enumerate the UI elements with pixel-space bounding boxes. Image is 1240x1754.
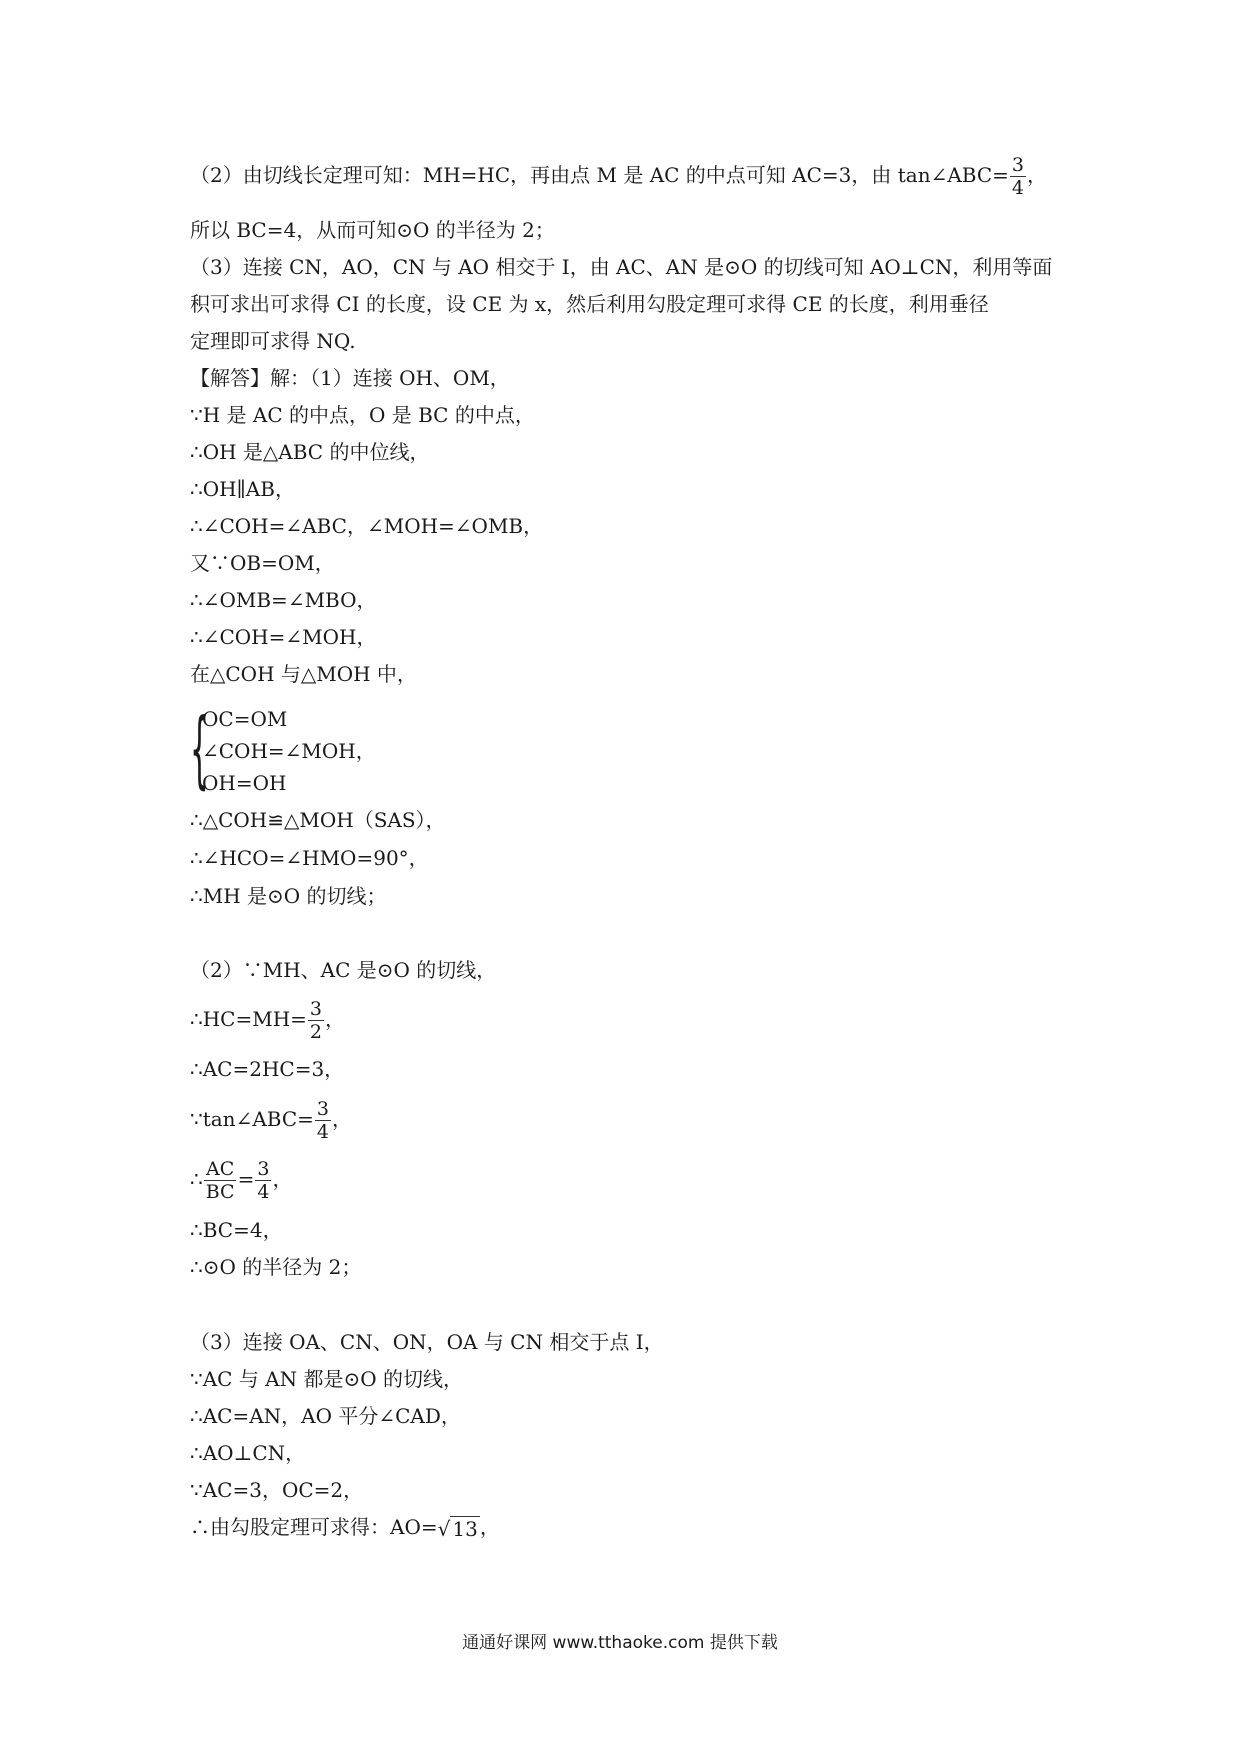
- solution-line-part3: （3）连接 OA、CN、ON，OA 与 CN 相交于点 I，: [190, 1330, 664, 1354]
- text: ，: [1027, 163, 1048, 187]
- solution-line: ∴AC=AN，AO 平分∠CAD，: [190, 1404, 461, 1428]
- fraction: [1010, 154, 1026, 199]
- text: =: [237, 1167, 255, 1191]
- solution-line: 在△COH 与△MOH 中，: [190, 662, 417, 686]
- solution-line: ∴∠OMB=∠MBO，: [190, 588, 377, 612]
- numerator: 3: [1011, 154, 1025, 176]
- solution-line: [190, 998, 345, 1043]
- analysis-line: 所以 BC=4，从而可知⊙O 的半径为 2；: [190, 218, 555, 242]
- solution-line-part2: （2）∵MH、AC 是⊙O 的切线，: [190, 958, 497, 982]
- numerator: AC: [206, 1158, 235, 1180]
- system-line: OH=OH: [202, 771, 287, 795]
- solution-line: ∴OH 是△ABC 的中位线，: [190, 440, 430, 464]
- text: （2）由切线长定理可知：MH=HC，再由点 M 是 AC 的中点可知 AC=3，由 tan∠ABC=: [190, 163, 1009, 187]
- solution-line: [190, 1515, 500, 1541]
- radicand: 13: [452, 1516, 478, 1541]
- text: ，: [332, 1107, 352, 1131]
- solution-line: [190, 1098, 352, 1143]
- footer-watermark: 通通好课网 www.tthaoke.com 提供下载: [462, 1633, 778, 1653]
- fraction: [255, 1158, 271, 1203]
- solution-line: ∴∠COH=∠ABC，∠MOH=∠OMB，: [190, 514, 544, 538]
- solution-line: ∴MH 是⊙O 的切线；: [190, 884, 387, 908]
- text: ∴: [190, 1167, 203, 1191]
- solution-line: ∴BC=4，: [190, 1218, 283, 1242]
- solution-line: ∴AO⊥CN，: [190, 1441, 306, 1465]
- solution-line: ∵H 是 AC 的中点，O 是 BC 的中点，: [190, 403, 535, 427]
- analysis-line-part3: （3）连接 CN，AO，CN 与 AO 相交于 I，由 AC、AN 是⊙O 的切线可知 AO⊥CN，利用等面: [190, 255, 1053, 279]
- solution-line: ∴△COH≌△MOH（SAS），: [190, 808, 446, 832]
- analysis-line: 定理即可求得 NQ.: [190, 329, 356, 353]
- solution-line: ∴AC=2HC=3，: [190, 1057, 345, 1081]
- text: ，: [325, 1007, 345, 1031]
- solution-line: ∴⊙O 的半径为 2；: [190, 1255, 362, 1279]
- solution-line: ∴∠COH=∠MOH，: [190, 625, 377, 649]
- solution-line: ∴OH∥AB，: [190, 477, 295, 501]
- denominator: 4: [257, 1181, 270, 1203]
- text: ∵tan∠ABC=: [190, 1107, 314, 1131]
- square-root: √ 13: [437, 1516, 478, 1541]
- text: ∴由勾股定理可求得：AO=: [190, 1515, 438, 1539]
- system-line: ∠COH=∠MOH，: [202, 739, 376, 763]
- numerator: 3: [316, 1098, 329, 1120]
- solution-line: ∵AC=3，OC=2，: [190, 1478, 364, 1502]
- text: ，: [272, 1167, 293, 1191]
- denominator: 2: [309, 1021, 322, 1043]
- analysis-line: 积可求出可求得 CI 的长度，设 CE 为 x，然后利用勾股定理可求得 CE 的长度，利用垂径: [190, 292, 989, 316]
- denominator: BC: [205, 1181, 235, 1203]
- solution-line: ∵AC 与 AN 都是⊙O 的切线，: [190, 1367, 463, 1391]
- denominator: 4: [1011, 177, 1025, 199]
- text: ∴HC=MH=: [190, 1007, 307, 1031]
- numerator: 3: [309, 998, 322, 1020]
- text: ，: [479, 1515, 500, 1539]
- equation-system: [190, 700, 490, 798]
- solution-line: 又∵OB=OM，: [190, 551, 335, 575]
- left-brace-icon: {: [190, 700, 209, 798]
- fraction: [308, 998, 324, 1043]
- solution-line: [190, 1158, 292, 1203]
- analysis-line-part2: [190, 154, 1047, 199]
- solution-heading: 【解答】解：（1）连接 OH、OM，: [190, 366, 510, 390]
- numerator: 3: [257, 1158, 270, 1180]
- system-line: OC=OM: [202, 707, 288, 731]
- fraction: [315, 1098, 331, 1143]
- fraction: [204, 1158, 237, 1203]
- solution-line: ∴∠HCO=∠HMO=90°，: [190, 846, 429, 870]
- denominator: 4: [316, 1121, 329, 1143]
